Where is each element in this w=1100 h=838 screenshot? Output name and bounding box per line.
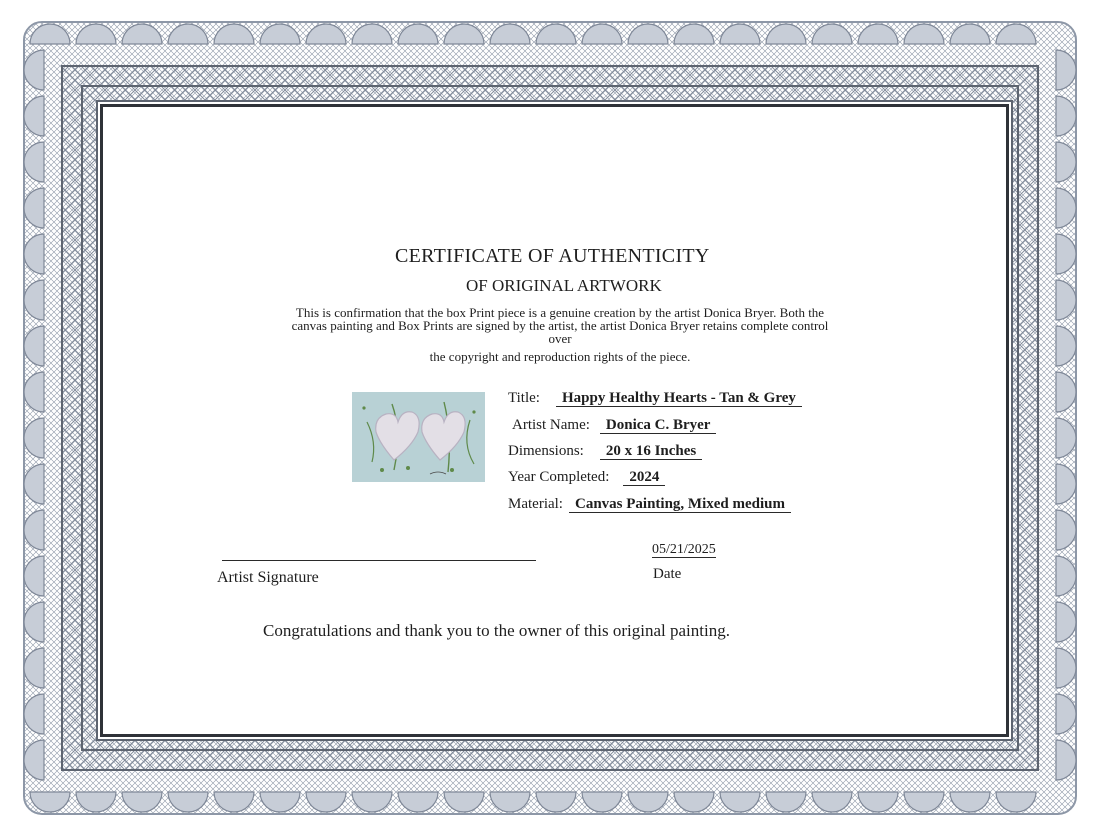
artist-name-value: Donica C. Bryer	[600, 417, 717, 434]
signature-line	[222, 560, 536, 561]
artist-name-label: Artist Name:	[512, 417, 590, 433]
title-value: Happy Healthy Hearts - Tan & Grey	[556, 390, 802, 407]
dimensions-label: Dimensions:	[508, 443, 584, 459]
date-label: Date	[653, 566, 682, 582]
statement-line: the copyright and reproduction rights of the piece.	[429, 349, 691, 364]
two-hearts-painting-icon	[352, 392, 485, 482]
statement-line: over	[548, 331, 572, 346]
painting-thumbnail	[352, 392, 485, 482]
statement-line: canvas painting and Box Prints are signed by the artist, the artist Donica Bryer retains complete control	[291, 318, 829, 333]
closing-message: Congratulations and thank you to the owner of this original painting.	[263, 621, 730, 640]
certificate-subtitle: OF ORIGINAL ARTWORK	[466, 276, 662, 295]
statement-line: This is confirmation that the box Print piece is a genuine creation by the artist Donica Bryer. Both the	[295, 305, 825, 320]
year-completed-label: Year Completed:	[508, 469, 610, 485]
date-value: 05/21/2025	[652, 542, 716, 557]
material-value: Canvas Painting, Mixed medium	[569, 496, 791, 513]
certificate-title: CERTIFICATE OF AUTHENTICITY	[395, 245, 710, 267]
authenticity-statement	[215, 306, 905, 363]
material-label: Material:	[508, 496, 563, 512]
artist-signature-label: Artist Signature	[217, 569, 319, 586]
dimensions-value: 20 x 16 Inches	[600, 443, 702, 460]
title-label: Title:	[508, 390, 540, 406]
year-completed-value: 2024	[623, 469, 665, 486]
